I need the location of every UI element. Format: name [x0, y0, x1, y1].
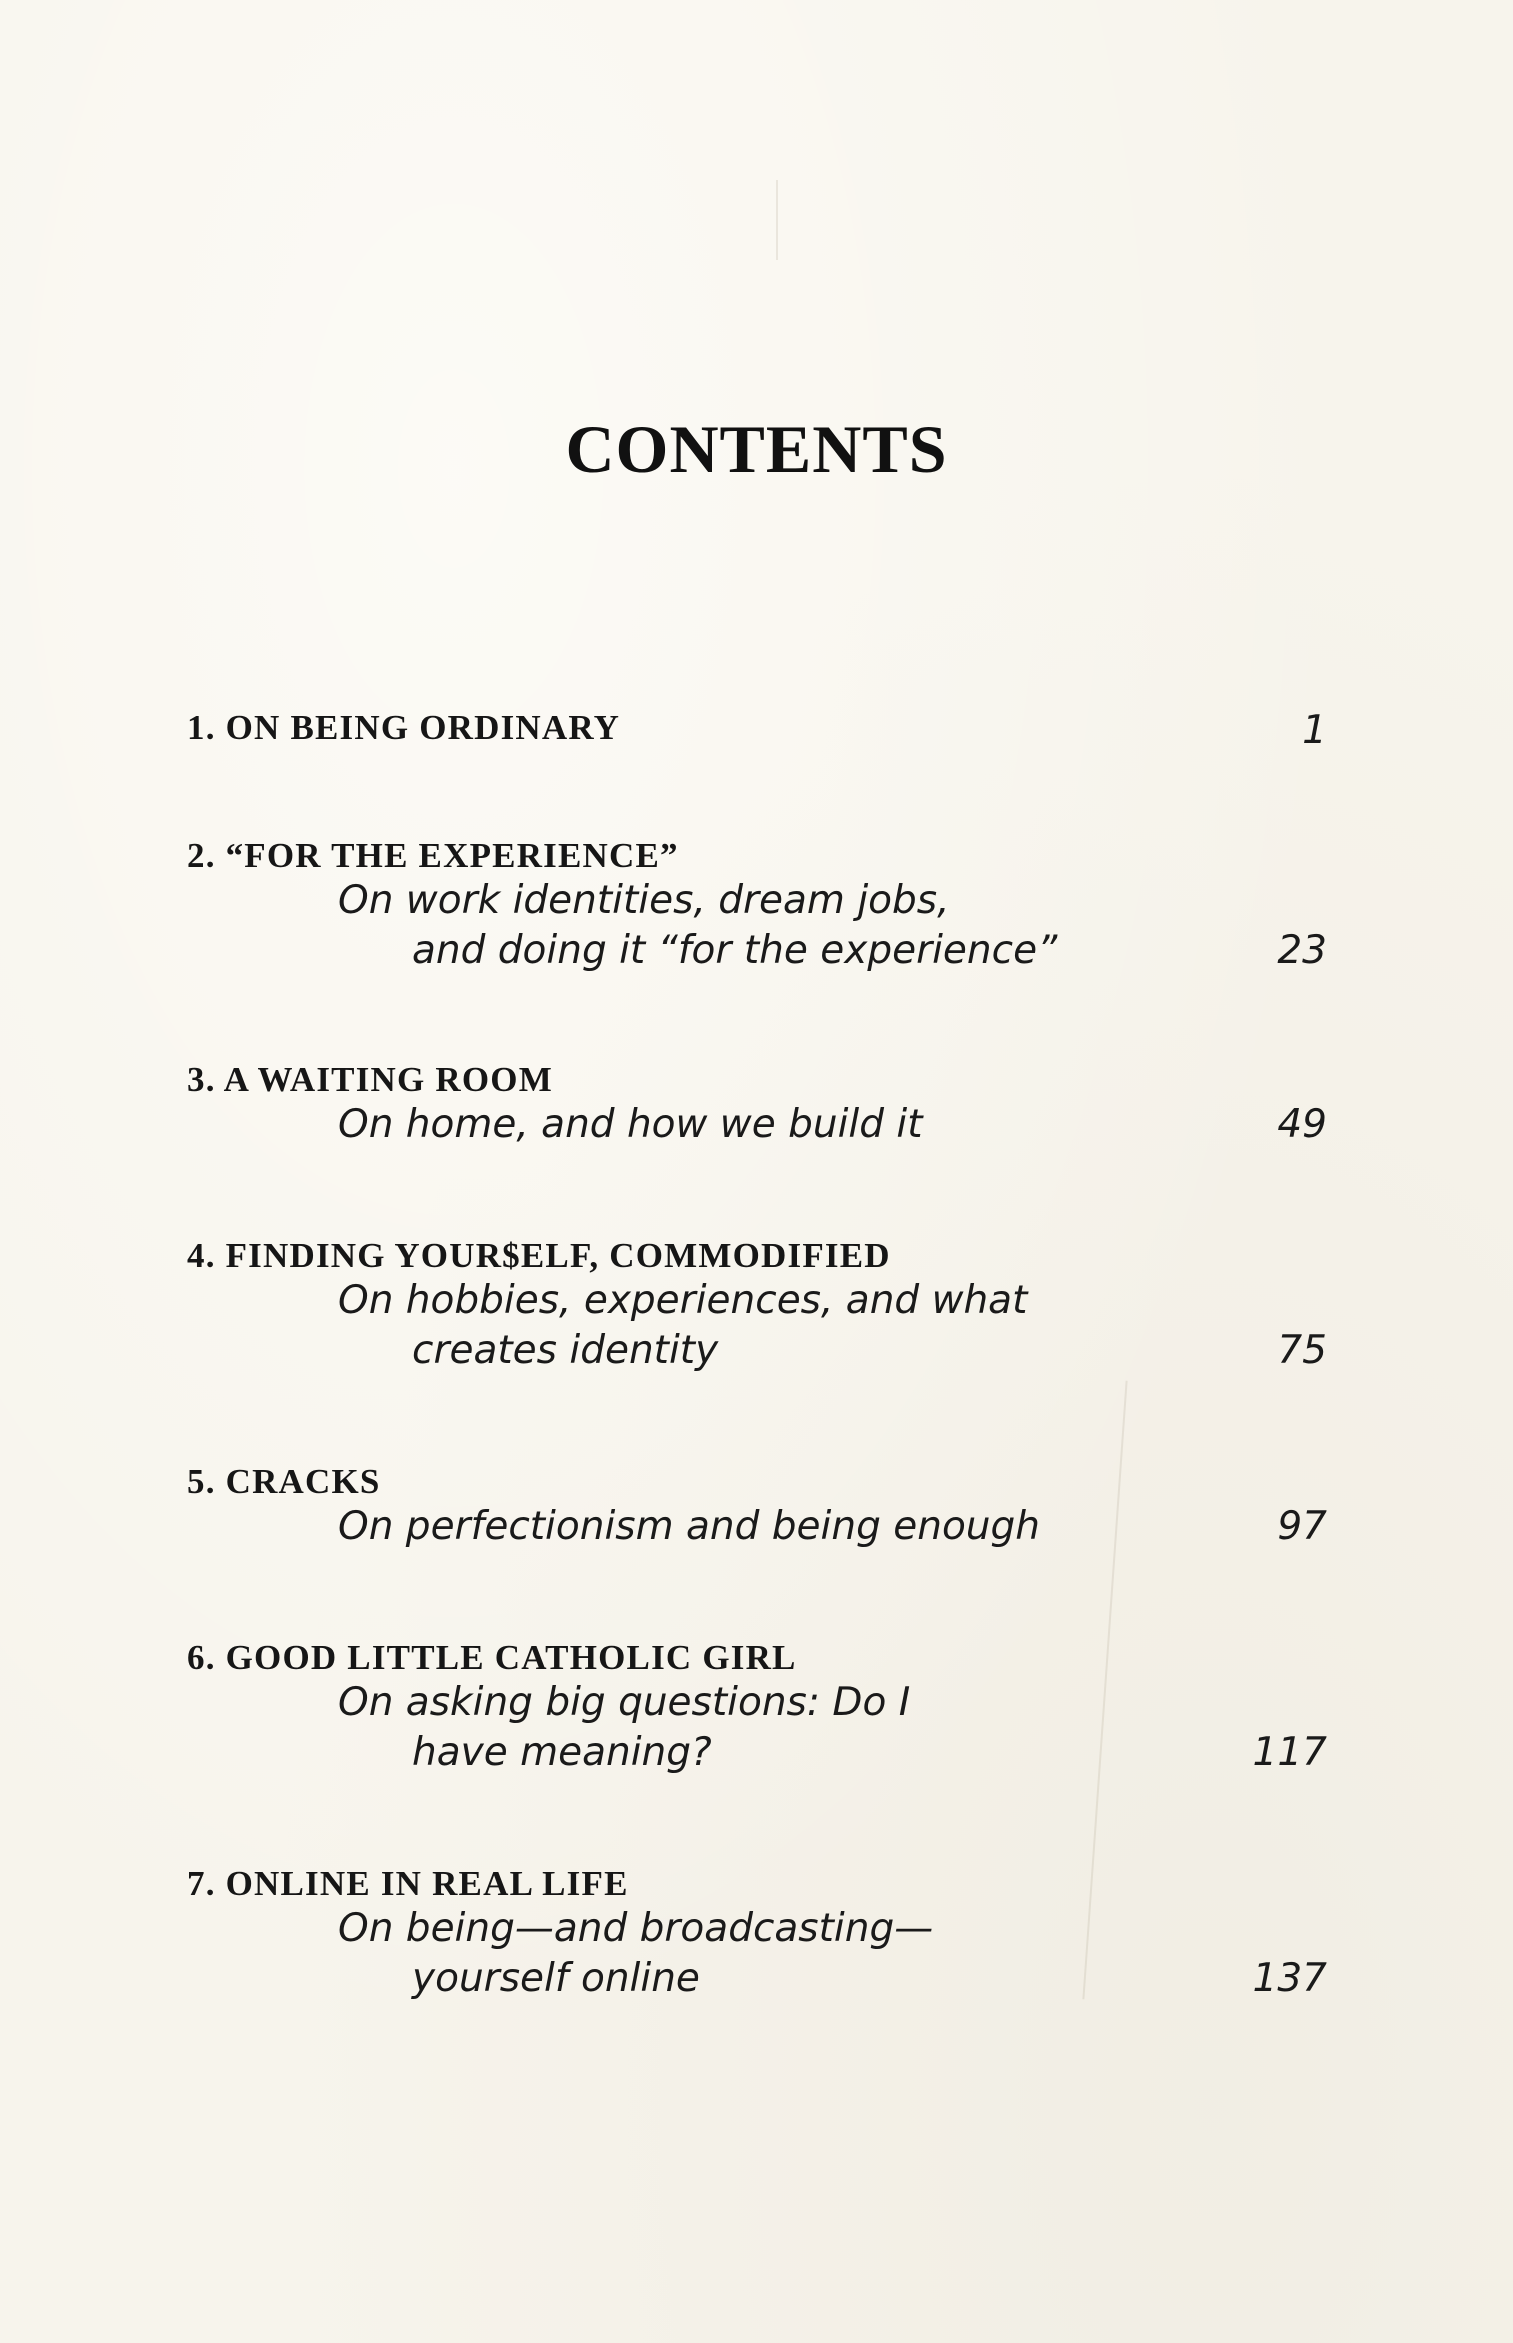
chapter-title: 1. ON BEING ORDINARY — [187, 708, 621, 747]
chapter-subtitle-line-1: On being—and broadcasting— — [338, 1906, 934, 1951]
chapter-subtitle-line-2: creates identity — [412, 1328, 719, 1373]
chapter-title: 2. “FOR THE EXPERIENCE” — [187, 836, 679, 875]
chapter-title: 6. GOOD LITTLE CATHOLIC GIRL — [187, 1638, 797, 1677]
page-number: 1 — [1302, 708, 1327, 753]
chapter-subtitle-line-1: On hobbies, experiences, and what — [338, 1278, 1028, 1323]
page-number: 75 — [1277, 1328, 1327, 1373]
page-number: 117 — [1252, 1730, 1327, 1775]
chapter-subtitle-line-2: have meaning? — [412, 1730, 712, 1775]
chapter-subtitle-line-1: On asking big questions: Do I — [338, 1680, 911, 1725]
chapter-subtitle-line-2: yourself online — [412, 1956, 700, 2001]
chapter-subtitle-line-1: On work identities, dream jobs, — [338, 878, 950, 923]
chapter-title: 3. A WAITING ROOM — [187, 1060, 553, 1099]
page-crease-mark — [776, 180, 778, 260]
chapter-title: 5. CRACKS — [187, 1462, 381, 1501]
contents-heading: CONTENTS — [565, 411, 948, 487]
chapter-title: 4. FINDING YOUR$ELF, COMMODIFIED — [187, 1236, 891, 1275]
chapter-subtitle-line-1: On perfectionism and being enough — [338, 1504, 1040, 1549]
page-crease-mark — [1082, 1381, 1127, 2000]
page-number: 23 — [1277, 928, 1327, 973]
chapter-subtitle-line-2: and doing it “for the experience” — [412, 928, 1058, 973]
page-number: 137 — [1252, 1956, 1327, 2001]
chapter-title: 7. ONLINE IN REAL LIFE — [187, 1864, 629, 1903]
page-number: 49 — [1277, 1102, 1327, 1147]
page-number: 97 — [1277, 1504, 1327, 1549]
chapter-subtitle-line-1: On home, and how we build it — [338, 1102, 923, 1147]
